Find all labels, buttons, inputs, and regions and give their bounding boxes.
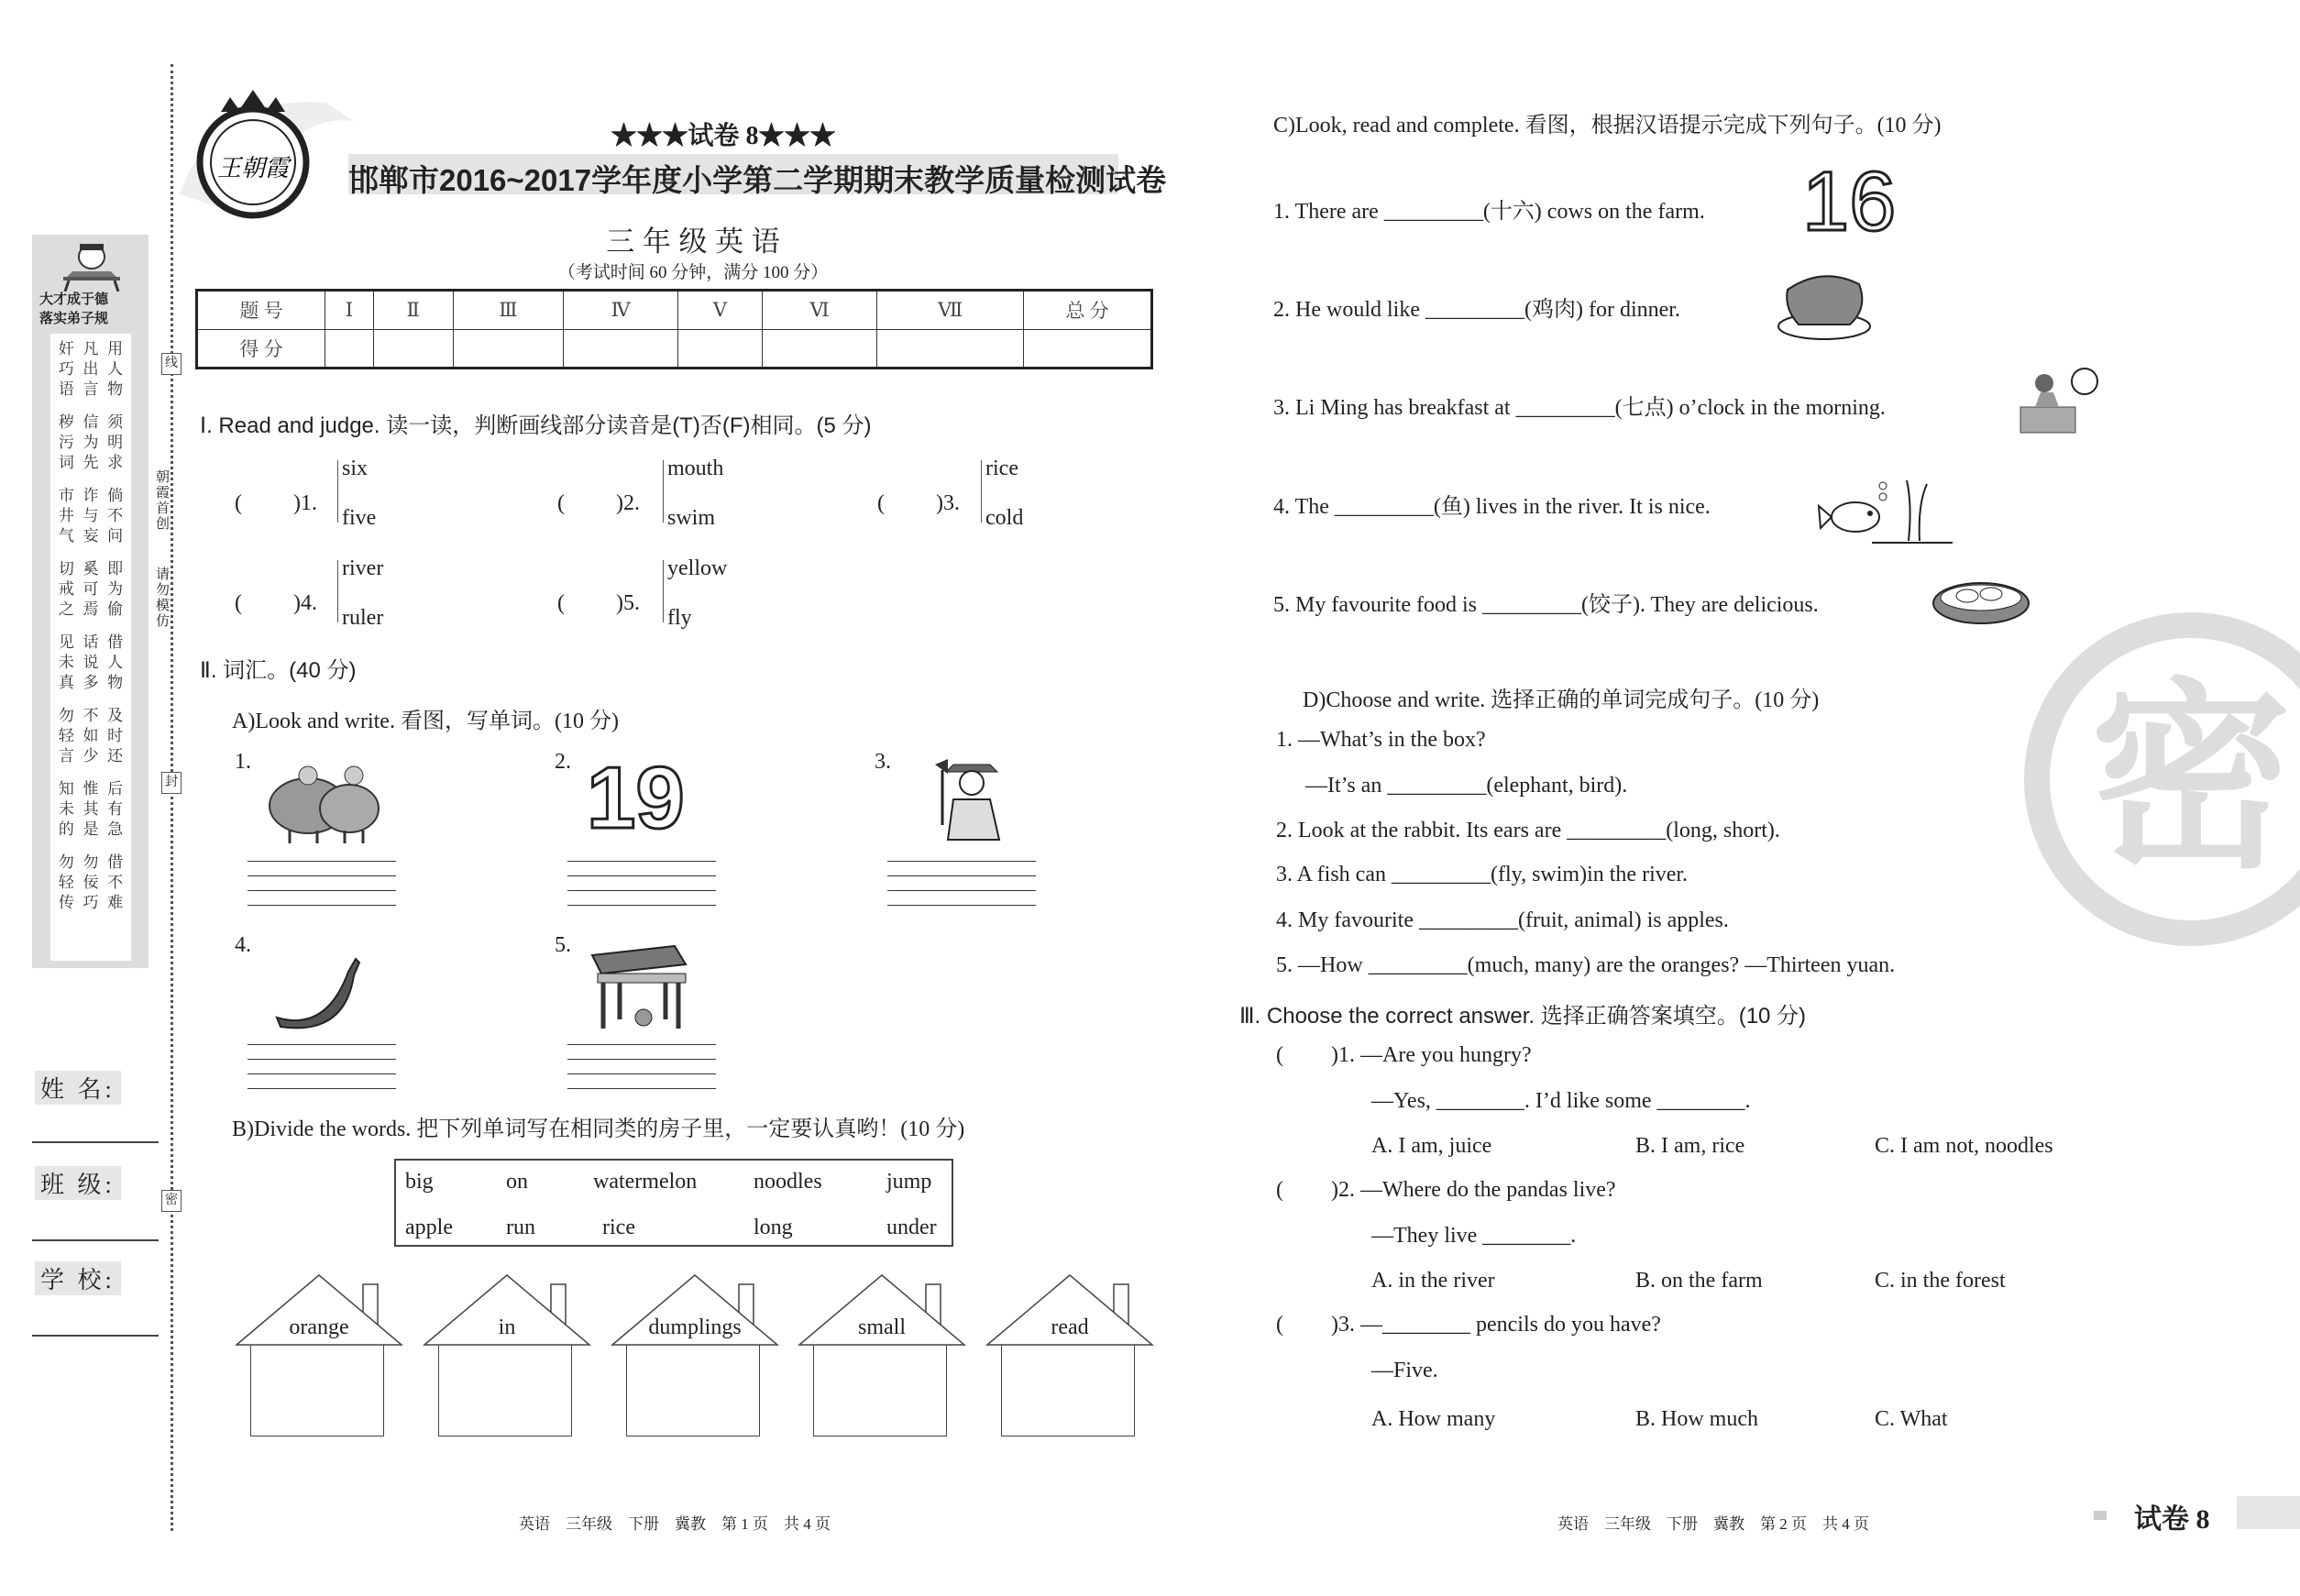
word: swim — [667, 506, 716, 530]
writing-line[interactable] — [248, 861, 396, 862]
poem-char: 戒 — [58, 580, 74, 598]
word-house — [798, 1273, 966, 1438]
poem-char: 时 — [107, 727, 124, 744]
poem-char: 后 — [107, 780, 124, 798]
word-bank-item: jump — [886, 1170, 932, 1194]
house-body[interactable] — [626, 1345, 760, 1436]
poem-char: 信 — [83, 413, 99, 431]
word-bank-item: noodles — [754, 1170, 822, 1194]
sentence: 4. My favourite _________(fruit, animal) is apples. — [1276, 908, 1729, 932]
writing-line[interactable] — [248, 1059, 396, 1060]
brace — [337, 560, 338, 622]
poem-char: 人 — [107, 360, 124, 378]
word-bank-item: on — [506, 1170, 528, 1194]
answer-line: —They live ________. — [1371, 1224, 1577, 1248]
poem-char: 妄 — [83, 527, 99, 545]
question: )3. —________ pencils do you have? — [1331, 1313, 1661, 1337]
girl-breakfast-image — [2017, 363, 2099, 436]
decor-bar — [2237, 1496, 2300, 1529]
house-label: read — [1051, 1315, 1089, 1339]
answer-paren[interactable]: ( — [235, 491, 242, 515]
option: A. in the river — [1371, 1269, 1495, 1293]
subject-title: 三 年 级 英 语 — [606, 226, 780, 258]
answer-paren[interactable]: ( — [1276, 1043, 1283, 1067]
poem-char: 诈 — [83, 487, 99, 504]
poem-char: 物 — [107, 380, 124, 398]
poem-char: 明 — [107, 434, 124, 451]
word-bank-item: run — [506, 1216, 535, 1239]
vertical-note: 请勿模仿 — [154, 567, 169, 629]
score-table — [195, 289, 1153, 369]
poem-char: 人 — [107, 654, 124, 671]
poem-char: 未 — [58, 654, 74, 671]
poem — [50, 334, 131, 961]
poem-char: 巧 — [58, 360, 74, 378]
house-body[interactable] — [1001, 1345, 1135, 1436]
poem-block — [54, 706, 127, 766]
sentence: 4. The _________(鱼) lives in the river. It is nice. — [1273, 495, 1711, 519]
sentence: 1. There are _________(十六) cows on the farm. — [1273, 200, 1705, 224]
word-bank-item: long — [754, 1216, 793, 1239]
answer-paren[interactable]: ( — [235, 591, 242, 615]
poem-char: 为 — [107, 580, 124, 598]
picture-number: 4. — [235, 933, 251, 957]
brace — [663, 460, 664, 523]
poem-char: 市 — [58, 487, 74, 504]
poem-char: 还 — [107, 747, 124, 765]
poem-char: 用 — [107, 340, 124, 358]
picture-number: 2. — [555, 750, 571, 774]
option: B. How much — [1635, 1407, 1758, 1431]
poem-char: 之 — [58, 600, 74, 618]
motto-line: 落实弟子规 — [39, 312, 109, 326]
roast-chicken-image — [1777, 271, 1872, 345]
poem-char: 为 — [83, 434, 99, 451]
brace — [663, 560, 664, 622]
brace — [981, 460, 982, 523]
poem-char: 词 — [58, 454, 74, 471]
house-body[interactable] — [250, 1345, 384, 1436]
poem-char: 秽 — [58, 413, 74, 431]
logo-text: 王朝霞 — [216, 155, 290, 182]
poem-char: 问 — [107, 527, 124, 545]
writing-line[interactable] — [248, 905, 396, 906]
poem-char: 未 — [58, 800, 74, 818]
word-bank-item: apple — [405, 1216, 453, 1239]
table-header-cell: Ⅰ — [325, 291, 374, 330]
poem-char: 语 — [58, 380, 74, 398]
poem-char: 物 — [107, 674, 124, 691]
table-header-cell: Ⅳ — [564, 291, 678, 330]
poem-char: 巧 — [83, 894, 99, 911]
writing-line[interactable] — [567, 1073, 716, 1074]
sentence: —It’s an _________(elephant, bird). — [1305, 774, 1628, 798]
poem-char: 见 — [58, 633, 74, 651]
farmer-image — [926, 752, 1018, 843]
table-header-cell: Ⅵ — [762, 291, 877, 330]
item-number: )5. — [616, 591, 640, 615]
option: A. How many — [1371, 1407, 1496, 1431]
poem-char: 轻 — [58, 874, 74, 891]
option: B. I am, rice — [1635, 1134, 1745, 1158]
school-field[interactable] — [32, 1335, 159, 1337]
table-header-cell: Ⅲ — [453, 291, 564, 330]
writing-line[interactable] — [887, 861, 1036, 862]
number-16-image: 16 — [1802, 155, 1897, 248]
word-bank-item: watermelon — [593, 1170, 698, 1194]
sentence: 2. Look at the rabbit. Its ears are _________(long, short). — [1276, 819, 1780, 842]
number-19-image: 19 — [587, 749, 685, 847]
writing-line[interactable] — [248, 1073, 396, 1074]
score-cell[interactable] — [325, 329, 374, 369]
answer-paren[interactable]: ( — [1276, 1313, 1283, 1337]
watermark-text: 密 — [2089, 668, 2293, 892]
word-house — [235, 1273, 403, 1438]
poem-char: 井 — [58, 507, 74, 524]
poem-char: 勿 — [58, 707, 74, 724]
poem-char: 须 — [107, 413, 124, 431]
sentence: 5. —How _________(much, many) are the oranges? —Thirteen yuan. — [1276, 953, 1896, 977]
poem-char: 难 — [107, 894, 124, 911]
poem-char: 知 — [58, 780, 74, 798]
poem-block — [54, 413, 127, 473]
word-house — [611, 1273, 779, 1438]
table-header-cell: Ⅴ — [678, 291, 763, 330]
poem-char: 与 — [83, 507, 99, 524]
poem-block — [54, 559, 127, 620]
poem-char: 凡 — [83, 340, 99, 358]
score-label: 得 分 — [197, 329, 325, 369]
poem-char: 说 — [83, 654, 99, 671]
school-label: 学 校: — [35, 1261, 121, 1295]
poem-char: 奚 — [83, 560, 99, 578]
section-2-title: Ⅱ. 词汇。(40 分) — [200, 658, 357, 683]
part-c-title: C)Look, read and complete. 看图，根据汉语提示完成下列句子。(10 分) — [1273, 114, 1942, 138]
poem-char: 轻 — [58, 727, 74, 744]
poem-char: 焉 — [83, 600, 99, 618]
student-reading-icon — [60, 240, 124, 292]
sheep-image — [262, 755, 391, 847]
part-a-title: A)Look and write. 看图，写单词。(10 分) — [232, 710, 619, 733]
table-header-cell: 题 号 — [197, 291, 325, 330]
house-body[interactable] — [438, 1345, 572, 1436]
exam-title: 邯郸市2016~2017学年度小学第二学期期末教学质量检测试卷 — [348, 163, 1167, 197]
word: fly — [667, 606, 692, 630]
word: river — [342, 556, 384, 580]
writing-line[interactable] — [567, 861, 716, 862]
exam-info: （考试时间 60 分钟，满分 100 分） — [557, 263, 829, 282]
poem-block — [54, 486, 127, 546]
item-number: )3. — [936, 491, 960, 515]
poem-char: 是 — [83, 820, 99, 838]
table-header-cell: 总 分 — [1024, 291, 1152, 330]
score-cell[interactable] — [1024, 329, 1152, 369]
brace — [337, 460, 338, 523]
poem-char: 出 — [83, 360, 99, 378]
fish-image — [1817, 477, 1954, 546]
answer-paren[interactable]: ( — [557, 591, 565, 615]
poem-char: 气 — [58, 527, 74, 545]
class-field[interactable] — [32, 1239, 159, 1241]
table-header-cell: Ⅱ — [373, 291, 453, 330]
option: A. I am, juice — [1371, 1134, 1492, 1158]
word: mouth — [667, 457, 724, 480]
seal-mark: 线 — [161, 353, 182, 375]
house-label: dumplings — [648, 1315, 742, 1339]
poem-char: 其 — [83, 800, 99, 818]
section-3-title: Ⅲ. Choose the correct answer. 选择正确答案填空。(10 分) — [1239, 1004, 1807, 1029]
picture-number: 3. — [875, 750, 891, 774]
answer-paren[interactable]: ( — [557, 491, 565, 515]
writing-line[interactable] — [567, 1088, 716, 1089]
sidebar-motto-panel — [32, 235, 149, 968]
seal-mark: 封 — [161, 772, 182, 794]
poem-char: 即 — [107, 560, 124, 578]
poem-char: 切 — [58, 560, 74, 578]
poem-char: 不 — [83, 707, 99, 724]
poem-char: 可 — [83, 580, 99, 598]
poem-char: 多 — [83, 674, 99, 691]
decor-block — [2094, 1511, 2107, 1520]
house-label: in — [498, 1315, 516, 1339]
section-1-title: Ⅰ. Read and judge. 读一读，判断画线部分读音是(T)否(F)相同。(5 分) — [200, 413, 872, 438]
option: C. in the forest — [1875, 1269, 2006, 1293]
poem-char: 急 — [107, 820, 124, 838]
house-label: orange — [289, 1315, 349, 1339]
seal-mark: 密 — [161, 1190, 182, 1212]
house-label: small — [858, 1315, 906, 1339]
writing-line[interactable] — [887, 905, 1036, 906]
word: six — [342, 457, 369, 480]
sentence: 3. Li Ming has breakfast at _________(七点) o’clock in the morning. — [1273, 396, 1886, 420]
poem-char: 先 — [83, 454, 99, 471]
word: yellow — [667, 556, 728, 580]
question: )1. —Are you hungry? — [1331, 1043, 1532, 1067]
word-house — [423, 1273, 591, 1438]
answer-paren[interactable]: ( — [877, 491, 885, 515]
item-number: )4. — [293, 591, 317, 615]
name-label: 姓 名: — [35, 1071, 121, 1105]
poem-block — [54, 633, 127, 693]
score-cell[interactable] — [453, 329, 564, 369]
sentence: 1. —What’s in the box? — [1276, 728, 1486, 752]
poem-char: 求 — [107, 454, 124, 471]
poem-char: 及 — [107, 707, 124, 724]
question: )2. —Where do the pandas live? — [1331, 1178, 1616, 1202]
poem-char: 借 — [107, 853, 124, 871]
class-label: 班 级: — [35, 1166, 121, 1200]
writing-line[interactable] — [567, 1044, 716, 1045]
answer-line: —Five. — [1371, 1359, 1438, 1382]
watermark-seal — [2017, 605, 2300, 953]
item-number: )1. — [293, 491, 317, 515]
word-bank — [394, 1159, 953, 1247]
poem-char: 偷 — [107, 600, 124, 618]
picture-number: 1. — [235, 750, 251, 774]
answer-line: —Yes, ________. I’d like some ________. — [1371, 1089, 1751, 1113]
binding-line — [171, 64, 173, 1531]
table-with-cat-image — [583, 937, 693, 1038]
writing-line[interactable] — [567, 1059, 716, 1060]
score-cell[interactable] — [877, 329, 1024, 369]
poem-char: 话 — [83, 633, 99, 651]
word: ruler — [342, 606, 384, 630]
writing-line[interactable] — [248, 1044, 396, 1045]
score-cell[interactable] — [762, 329, 877, 369]
table-header-cell: Ⅶ — [877, 291, 1024, 330]
sentence: 5. My favourite food is _________(饺子). They are delicious. — [1273, 593, 1819, 617]
poem-block — [54, 853, 127, 913]
banana-image — [271, 944, 363, 1036]
poem-char: 如 — [83, 727, 99, 744]
poem-block — [54, 339, 127, 400]
writing-line[interactable] — [248, 890, 396, 891]
word: five — [342, 506, 377, 530]
word-bank-item: rice — [602, 1216, 635, 1239]
page-footer: 英语 三年级 下册 冀教 第 1 页 共 4 页 — [519, 1515, 831, 1533]
poem-char: 奸 — [58, 340, 74, 358]
poem-char: 不 — [107, 874, 124, 891]
poem-char: 污 — [58, 434, 74, 451]
writing-line[interactable] — [567, 875, 716, 876]
score-cell[interactable] — [373, 329, 453, 369]
word-house — [985, 1273, 1154, 1438]
writing-line[interactable] — [887, 875, 1036, 876]
word: rice — [985, 457, 1018, 480]
picture-number: 5. — [555, 933, 571, 957]
word-bank-item: big — [405, 1170, 434, 1194]
poem-char: 借 — [107, 633, 124, 651]
score-cell[interactable] — [564, 329, 678, 369]
item-number: )2. — [616, 491, 640, 515]
sentence: 3. A fish can _________(fly, swim)in the river. — [1276, 863, 1689, 886]
house-body[interactable] — [813, 1345, 947, 1436]
poem-char: 倘 — [107, 487, 124, 504]
option: B. on the farm — [1635, 1269, 1763, 1293]
writing-line[interactable] — [248, 875, 396, 876]
poem-char: 勿 — [58, 853, 74, 871]
writing-line[interactable] — [567, 905, 716, 906]
exam-badge: ★★★试卷 8★★★ — [611, 122, 836, 150]
vertical-note: 朝霞首创 — [154, 469, 169, 532]
sentence: 2. He would like _________(鸡肉) for dinner. — [1273, 298, 1680, 322]
option: C. I am not, noodles — [1875, 1134, 2053, 1158]
word: cold — [985, 506, 1024, 530]
poem-char: 不 — [107, 507, 124, 524]
poem-char: 言 — [83, 380, 99, 398]
score-cell[interactable] — [678, 329, 763, 369]
motto-line: 大才成于德 — [39, 292, 109, 307]
part-d-title: D)Choose and write. 选择正确的单词完成句子。(10 分) — [1303, 688, 1820, 712]
poem-char: 有 — [107, 800, 124, 818]
poem-char: 言 — [58, 747, 74, 765]
poem-char: 少 — [83, 747, 99, 765]
poem-block — [54, 779, 127, 840]
part-b-title: B)Divide the words. 把下列单词写在相同类的房子里，一定要认真哟！(10 分) — [232, 1117, 965, 1141]
poem-char: 真 — [58, 674, 74, 691]
page-footer: 英语 三年级 下册 冀教 第 2 页 共 4 页 — [1557, 1515, 1869, 1533]
poem-char: 传 — [58, 894, 74, 911]
poem-char: 勿 — [83, 853, 99, 871]
writing-line[interactable] — [567, 890, 716, 891]
writing-line[interactable] — [248, 1088, 396, 1089]
corner-badge: 试卷 8 — [2134, 1504, 2210, 1535]
answer-paren[interactable]: ( — [1276, 1178, 1283, 1202]
logo-seal — [180, 84, 363, 231]
poem-char: 惟 — [83, 780, 99, 798]
word-bank-item: under — [886, 1216, 937, 1239]
option: C. What — [1875, 1407, 1948, 1431]
name-field[interactable] — [32, 1141, 159, 1143]
poem-char: 佞 — [83, 874, 99, 891]
writing-line[interactable] — [887, 890, 1036, 891]
poem-char: 的 — [58, 820, 74, 838]
